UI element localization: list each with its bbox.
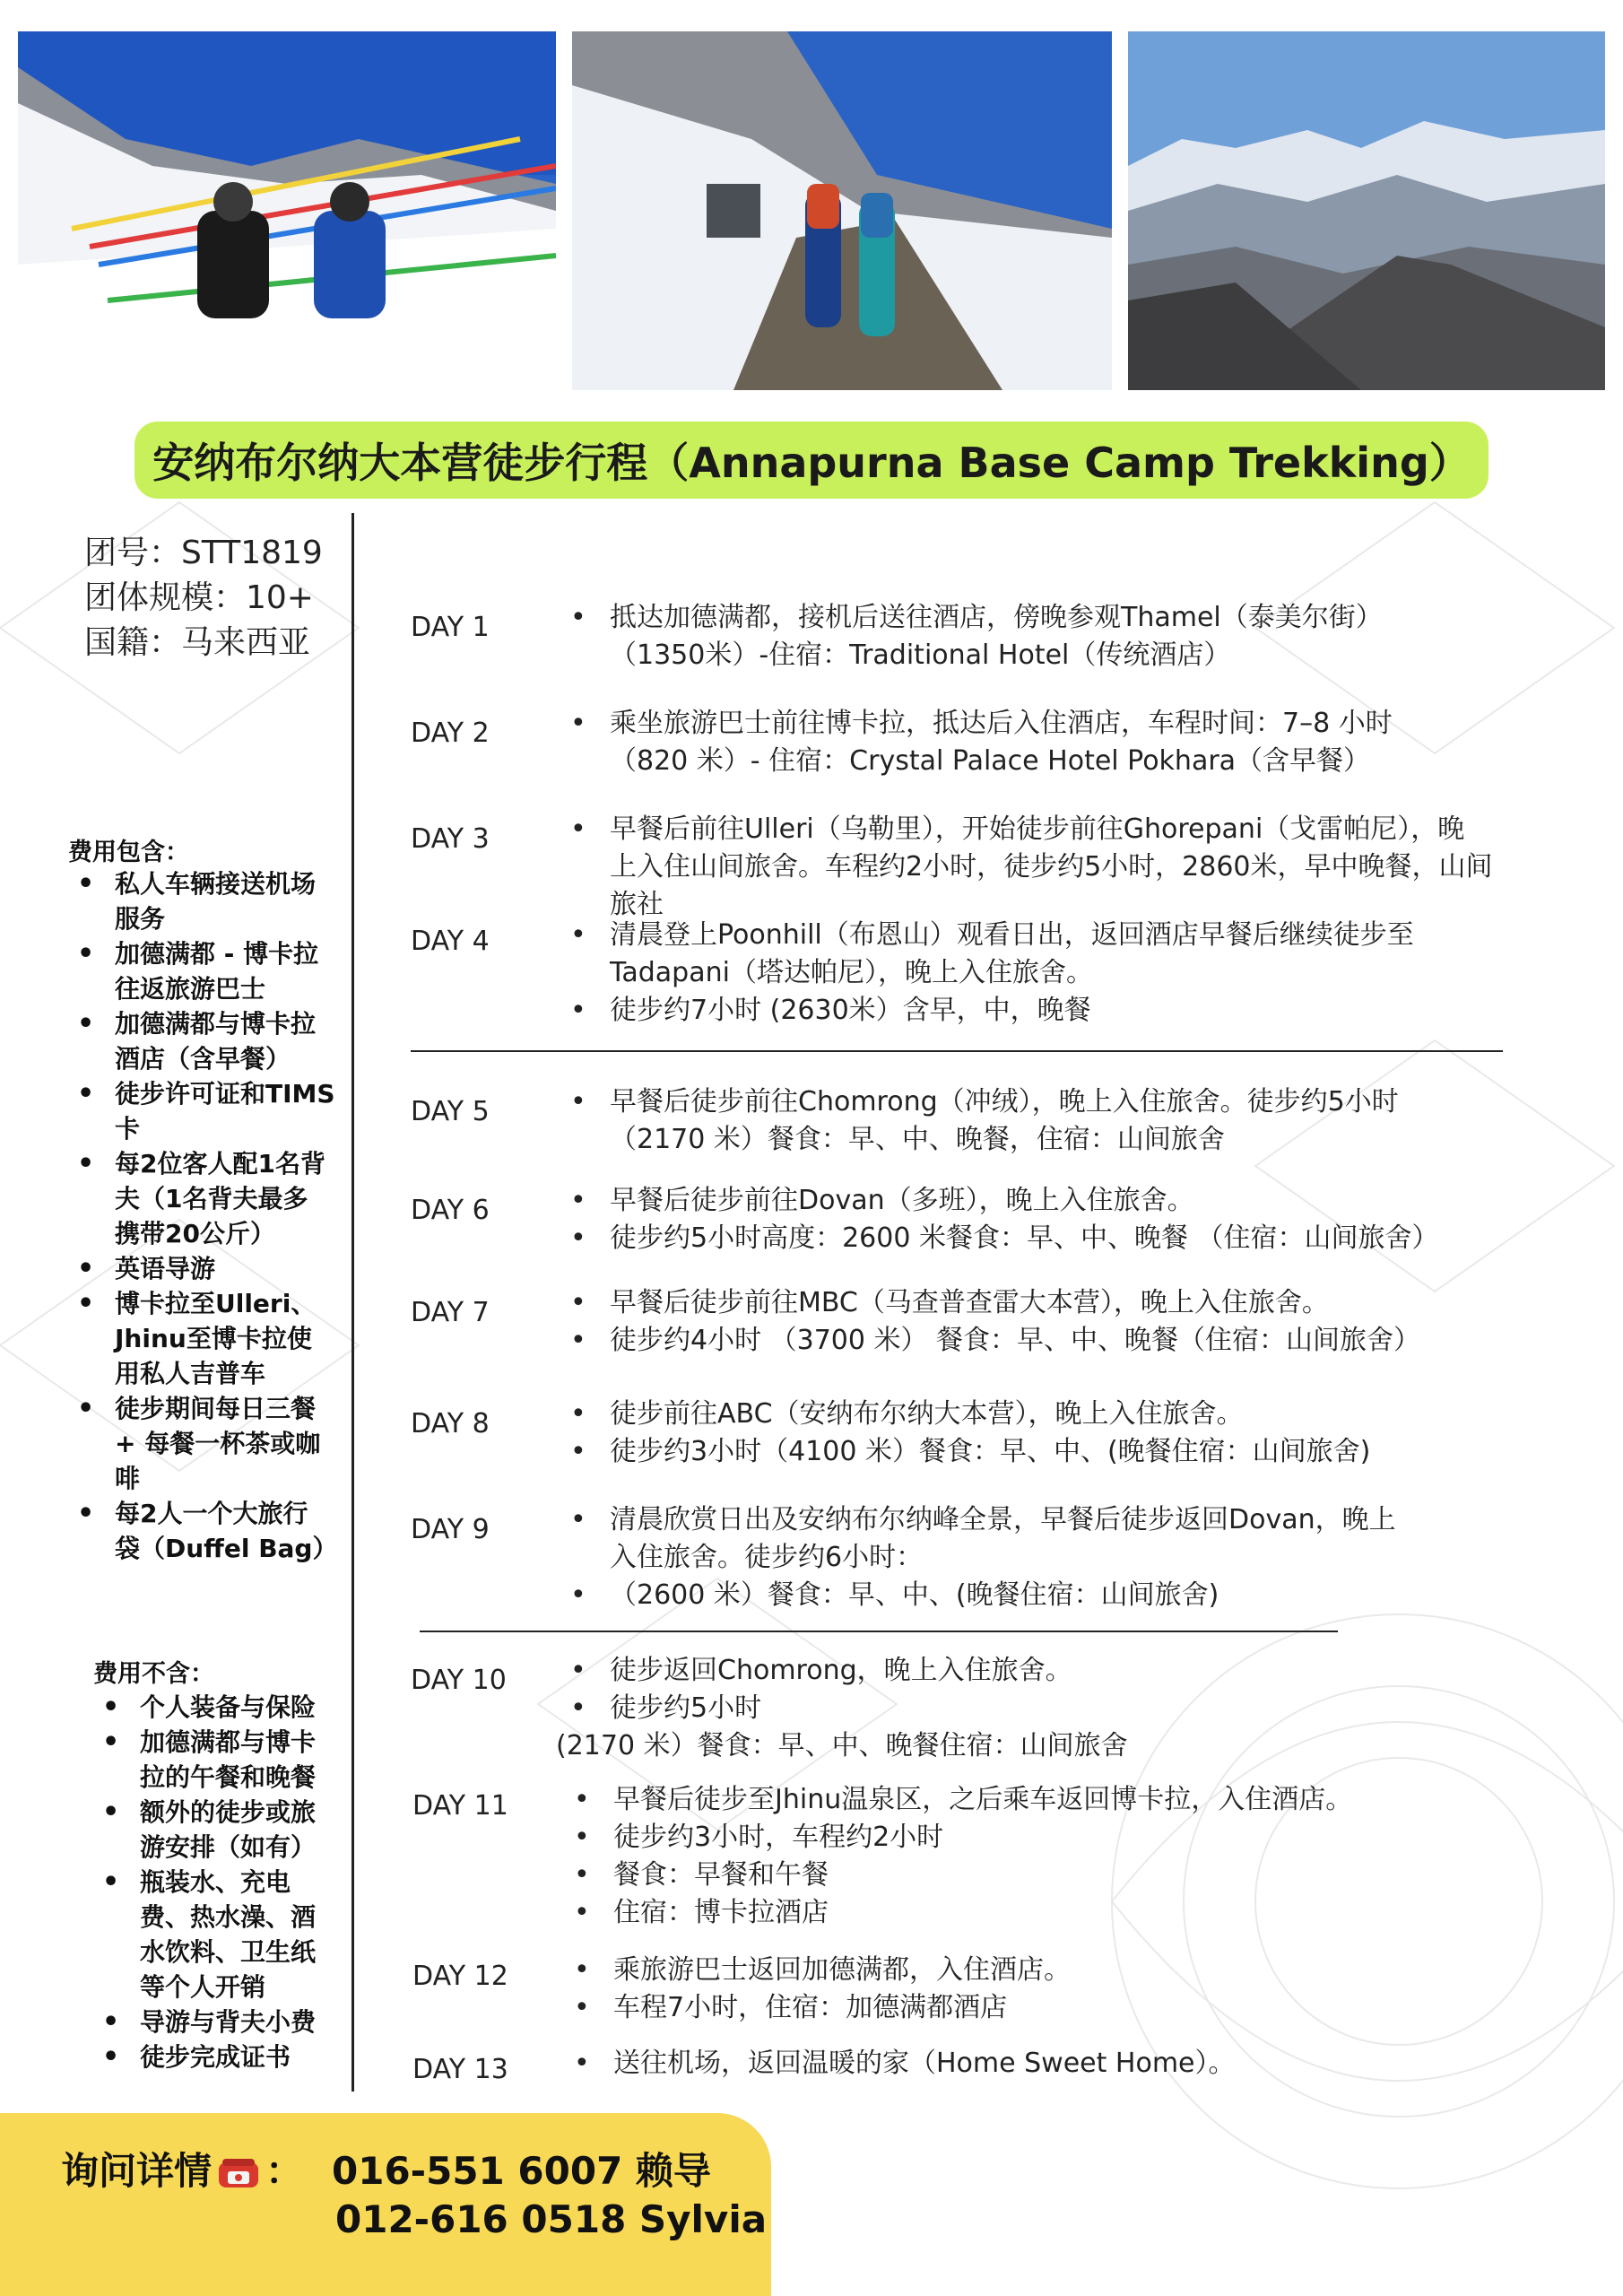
- included-item: [74, 1146, 343, 1251]
- day-description-line: Tadapani（塔达帕尼），晚上入住旅舍。: [610, 957, 1093, 988]
- day-description-line: • 徒步返回Chomrong，晚上入住旅舍。: [567, 1652, 1544, 1690]
- day-description-line: 入住旅舍。徒步约6小时：: [610, 1542, 924, 1573]
- section-divider: [420, 1631, 1338, 1632]
- excluded-item: [99, 2005, 343, 2039]
- nationality: 国籍：马来西亚: [84, 624, 311, 661]
- excluded-item: [99, 1690, 343, 1725]
- day-description: [556, 1652, 1544, 1765]
- excluded-item-line: 游安排（如有）: [140, 1832, 317, 1862]
- included-item-line: • 加德满都与博卡拉: [115, 1009, 317, 1039]
- day-description-line: • 徒步约4小时 （3700 米） 餐食：早、中、晚餐（住宿：山间旅舍）: [567, 1322, 1544, 1360]
- contact-phone-2: 012-616 0518 Sylvia: [335, 2197, 768, 2241]
- day-description: [567, 1396, 1544, 1471]
- day-description-line: (2170 米）餐食：早、中、晚餐住宿：山间旅舍: [556, 1730, 1128, 1761]
- day-label: DAY 10: [411, 1665, 507, 1696]
- included-item-line: • 每2位客人配1名背: [115, 1149, 325, 1178]
- day-description-line: • 送往机场，返回温暖的家（Home Sweet Home）。: [570, 2045, 1548, 2083]
- day-label: DAY 12: [412, 1961, 508, 1992]
- column-divider: [352, 513, 354, 2092]
- day-label: DAY 2: [411, 718, 490, 749]
- excluded-item-line: 等个人开销: [140, 1972, 266, 2002]
- day-label: DAY 3: [411, 823, 490, 855]
- included-item: [74, 866, 343, 936]
- page-title: 安纳布尔纳大本营徒步行程（Annapurna Base Camp Trekking）: [152, 439, 1471, 487]
- included-item-line: • 加德满都 - 博卡拉: [115, 939, 319, 969]
- day-description: [570, 1781, 1548, 1932]
- day-description-line: • 乘坐旅游巴士前往博卡拉，抵达后入住酒店，车程时间：7–8 小时: [567, 705, 1544, 743]
- day-description-line: • 徒步约3小时（4100 米）餐食：早、中、(晚餐住宿：山间旅舍): [567, 1433, 1544, 1471]
- day-description-line: • 早餐后徒步前往Chomrong（冲绒），晚上入住旅舍。徒步约5小时: [567, 1083, 1544, 1121]
- day-description-line: • 清晨登上Poonhill（布恩山）观看日出，返回酒店早餐后继续徒步至: [567, 917, 1544, 954]
- excluded-item: [99, 2039, 343, 2074]
- day-label: DAY 11: [412, 1790, 508, 1822]
- excluded-item-line: • 个人装备与保险: [140, 1692, 317, 1722]
- day-description-line: • 徒步约3小时，车程约2小时: [570, 1819, 1548, 1857]
- day-description-line: 旅社: [610, 889, 664, 920]
- included-item-line: • 博卡拉至Ulleri、: [115, 1289, 317, 1318]
- included-item: [74, 1496, 343, 1566]
- day-description-line: • 餐食：早餐和午餐: [570, 1857, 1548, 1894]
- hikers-mountain-pass-photo: [572, 31, 1112, 390]
- included-item: [74, 1006, 343, 1076]
- excluded-title: 费用不含：: [93, 1660, 214, 1688]
- day-description-line: 上入住山间旅舍。车程约2小时，徒步约5小时，2860米，早中晚餐，山间: [610, 851, 1493, 883]
- included-item-line: • 徒步期间每日三餐: [115, 1394, 317, 1423]
- included-item-line: 卡: [115, 1114, 141, 1144]
- day-description-line: • 乘旅游巴士返回加德满都，入住酒店。: [570, 1952, 1548, 1989]
- included-item: [74, 1286, 343, 1391]
- included-title: 费用包含：: [68, 839, 189, 866]
- day-description-line: • 徒步前往ABC（安纳布尔纳大本营），晚上入住旅舍。: [567, 1396, 1544, 1433]
- day-label: DAY 4: [411, 926, 490, 957]
- day-description-line: • 早餐后徒步前往Dovan（多班），晚上入住旅舍。: [567, 1182, 1544, 1220]
- contact-label: 询问详情: [61, 2149, 213, 2193]
- day-label: DAY 9: [411, 1514, 490, 1545]
- day-description: [567, 1284, 1544, 1360]
- included-item-line: 啡: [115, 1464, 141, 1493]
- excluded-item-line: • 加德满都与博卡: [140, 1727, 317, 1757]
- excluded-item-line: 水饮料、卫生纸: [140, 1937, 317, 1967]
- day-description: [567, 811, 1544, 924]
- day-description-line: • 早餐后徒步前往MBC（马查普查雷大本营），晚上入住旅舍。: [567, 1284, 1544, 1322]
- included-item-line: 夫（1名背夫最多: [115, 1184, 308, 1213]
- included-item: [74, 936, 343, 1006]
- section-divider: [411, 1050, 1503, 1052]
- day-label: DAY 6: [411, 1195, 490, 1226]
- day-description-line: • 抵达加德满都，接机后送往酒店，傍晚参观Thamel（泰美尔街）: [567, 599, 1544, 637]
- day-description-line: • 徒步约7小时 (2630米）含早，中，晚餐: [567, 992, 1544, 1030]
- included-item: [74, 1391, 343, 1496]
- included-item-line: 酒店（含早餐）: [115, 1044, 291, 1074]
- excluded-item-line: 拉的午餐和晚餐: [140, 1762, 317, 1792]
- excluded-item: [99, 1795, 343, 1865]
- day-description-line: • 早餐后前往Ulleri（乌勒里），开始徒步前往Ghorepani（戈雷帕尼），晚: [567, 811, 1544, 848]
- telephone-icon: [217, 2159, 260, 2189]
- included-item-line: 往返旅游巴士: [115, 974, 266, 1004]
- day-description-line: （2170 米）餐食：早、中、晚餐，住宿：山间旅舍: [610, 1124, 1225, 1155]
- included-item-line: Jhinu至博卡拉使: [115, 1324, 312, 1353]
- trekkers-prayer-flags-photo: [18, 31, 556, 390]
- day-description: [567, 917, 1544, 1030]
- contact-colon: ：: [265, 2149, 304, 2193]
- day-label: DAY 1: [411, 612, 490, 643]
- day-description-line: • 徒步约5小时: [567, 1690, 1544, 1727]
- day-description-line: • 清晨欣赏日出及安纳布尔纳峰全景，早餐后徒步返回Dovan，晚上: [567, 1501, 1544, 1539]
- included-item-line: 服务: [115, 904, 166, 934]
- day-description: [567, 705, 1544, 780]
- day-description-line: • （2600 米）餐食：早、中、(晚餐住宿：山间旅舍): [567, 1577, 1544, 1614]
- excluded-item-line: • 瓶装水、充电: [140, 1867, 291, 1897]
- excluded-item-line: • 额外的徒步或旅: [140, 1797, 317, 1827]
- day-label: DAY 13: [412, 2054, 508, 2085]
- included-item-line: 袋（Duffel Bag）: [115, 1534, 338, 1563]
- contact-phone-1: 016-551 6007 赖导: [332, 2149, 711, 2193]
- contact-label-row: [61, 2142, 303, 2196]
- included-item-line: 用私人吉普车: [115, 1359, 266, 1388]
- day-description: [570, 1952, 1548, 2027]
- day-label: DAY 8: [411, 1408, 490, 1439]
- included-item-line: • 徒步许可证和TIMS: [115, 1079, 335, 1109]
- excluded-item-line: • 导游与背夫小费: [140, 2007, 317, 2037]
- excluded-item-line: 费、热水澡、酒: [140, 1902, 317, 1932]
- day-description-line: • 车程7小时，住宿：加德满都酒店: [570, 1989, 1548, 2027]
- day-label: DAY 5: [411, 1096, 490, 1127]
- day-label: DAY 7: [411, 1297, 490, 1328]
- day-description-line: • 早餐后徒步至Jhinu温泉区，之后乘车返回博卡拉，入住酒店。: [570, 1781, 1548, 1819]
- excluded-list: [99, 1690, 343, 2074]
- day-description: [570, 2045, 1548, 2083]
- day-description-line: • 住宿：博卡拉酒店: [570, 1894, 1548, 1932]
- title-banner: [135, 422, 1488, 499]
- included-list: [74, 866, 343, 1566]
- excluded-item: [99, 1725, 343, 1795]
- group-info: [84, 531, 323, 665]
- day-description-line: （1350米）-住宿：Traditional Hotel（传统酒店）: [610, 639, 1231, 671]
- group-size: 团体规模：10+: [84, 579, 314, 616]
- group-number: 团号：STT1819: [84, 535, 323, 571]
- included-item-line: + 每餐一杯茶或咖: [115, 1429, 321, 1458]
- included-item-line: • 私人车辆接送机场: [115, 869, 317, 899]
- included-item-line: • 英语导游: [115, 1254, 216, 1283]
- day-description: [567, 599, 1544, 674]
- day-description-line: • 徒步约5小时高度：2600 米餐食：早、中、晚餐 （住宿：山间旅舍）: [567, 1220, 1544, 1257]
- day-description: [567, 1182, 1544, 1257]
- excluded-item: [99, 1865, 343, 2005]
- day-description: [567, 1501, 1544, 1614]
- included-item-line: • 每2人一个大旅行: [115, 1499, 308, 1528]
- included-item: [74, 1076, 343, 1146]
- day-description: [567, 1083, 1544, 1159]
- himalaya-ridge-photo: [1128, 31, 1605, 390]
- included-item: [74, 1251, 343, 1286]
- excluded-item-line: • 徒步完成证书: [140, 2042, 291, 2072]
- included-item-line: 携带20公斤）: [115, 1219, 275, 1248]
- day-description-line: （820 米）- 住宿：Crystal Palace Hotel Pokhara（含早餐）: [610, 745, 1371, 777]
